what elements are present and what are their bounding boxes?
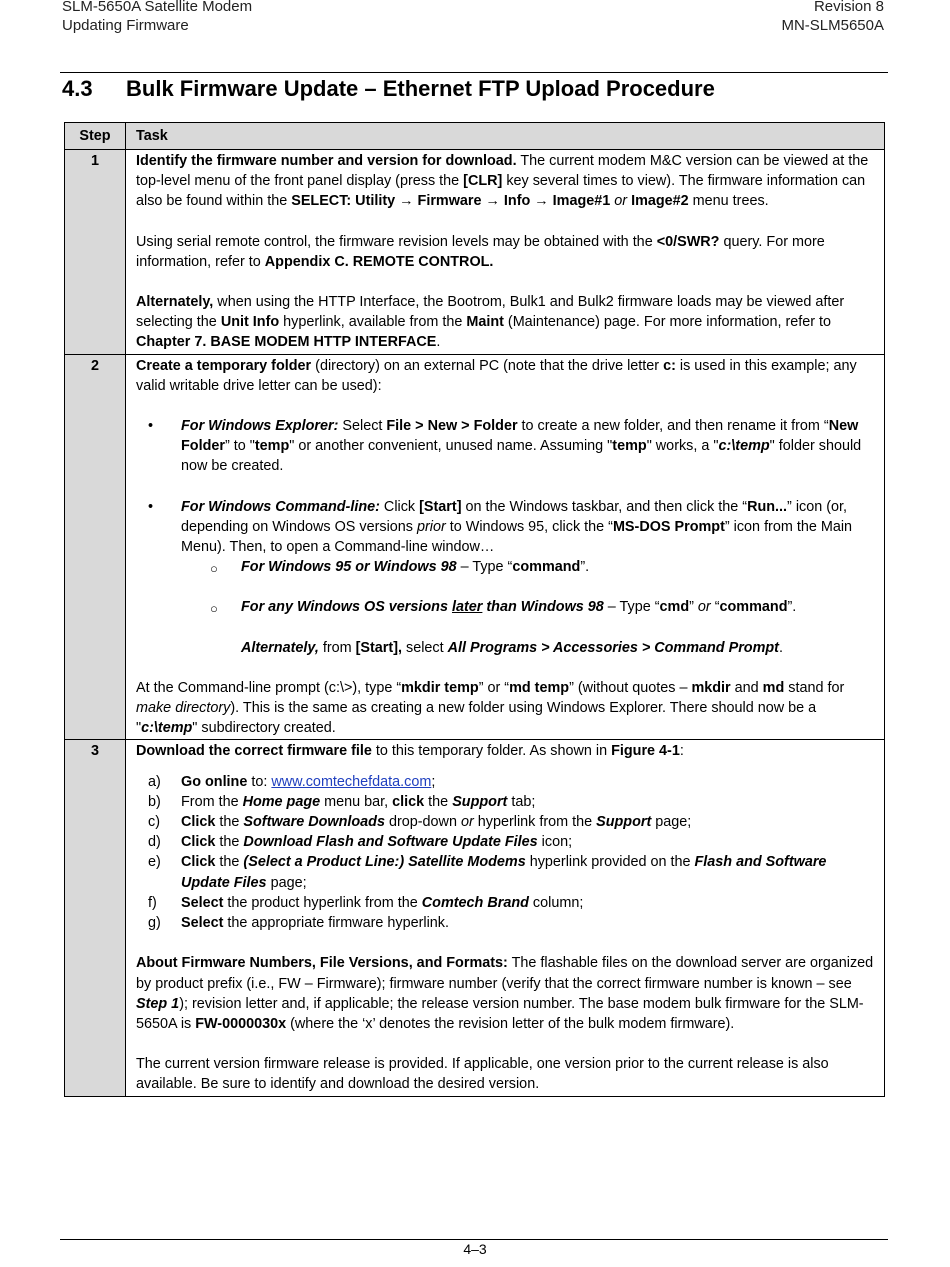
procedure-table	[64, 122, 885, 1097]
section-heading	[62, 76, 715, 102]
circle-bullet-icon: ○	[210, 601, 218, 617]
step-number: 2	[65, 354, 126, 740]
list-item: g) Select the appropriate firmware hyperlink.	[148, 915, 449, 932]
website-link[interactable]: www.comtechefdata.com	[271, 773, 432, 790]
step-task	[126, 740, 885, 1096]
footer-rule	[60, 1239, 888, 1240]
step-row-3	[65, 740, 885, 1096]
bullet-icon: •	[148, 418, 154, 435]
step-row-1	[65, 150, 885, 355]
paragraph: Create a temporary folder (directory) on an external PC (note that the drive letter c: is used in this example; any valid writable drive letter can be used):	[136, 357, 857, 394]
sub-list-item: ○ For any Windows OS versions later than Windows 98 – Type “cmd” or “command”.	[136, 597, 874, 617]
paragraph: The current version firmware release is provided. If applicable, one version prior to the current release is also available. Be sure to identify and download the desired version.	[136, 1056, 829, 1093]
manual-number: MN-SLM5650A	[781, 17, 884, 34]
paragraph: Alternately, from [Start], select All Programs > Accessories > Command Prompt.	[241, 639, 783, 656]
chapter-title: Updating Firmware	[62, 17, 189, 34]
paragraph: Download the correct firmware file to this temporary folder. As shown in Figure 4-1:	[136, 743, 684, 760]
list-item: • For Windows Command-line: Click [Start] on the Windows taskbar, and then click the “Run...” icon (or, depending on Windows OS versions prior to Windows 95, click the “MS-DOS Prompt” icon from the Main Menu). Then, to open a Command-line window…	[148, 498, 853, 556]
table-header-row	[65, 123, 885, 150]
section-number: 4.3	[62, 76, 93, 101]
col-header-step: Step	[65, 123, 126, 150]
list-item: d) Click the Download Flash and Software Update Files icon;	[148, 834, 573, 851]
paragraph: Using serial remote control, the firmware revision levels may be obtained with the <0/SWR? query. For more information, refer to Appendix C. REMOTE CONTROL.	[136, 233, 825, 270]
step-number: 1	[65, 150, 126, 355]
list-item: b) From the Home page menu bar, click the Support tab;	[148, 793, 536, 810]
paragraph: Identify the firmware number and version for download. The current modem M&C version can be viewed at the top-level menu of the front panel display (press the [CLR] key several times to view). The firmware information can also be found within the SELECT: Utility → Firmware → Info → Image#1 or Image#2 menu trees.	[136, 153, 869, 210]
step-task	[126, 150, 885, 355]
paragraph: At the Command-line prompt (c:\>), type “mkdir temp” or “md temp” (without quotes – mkdir and md stand for make directory). This is the same as creating a new folder using Windows Explorer. There should now be a "c:\temp" subdirectory created.	[136, 679, 845, 737]
step-number: 3	[65, 740, 126, 1096]
bullet-icon: •	[148, 498, 154, 515]
page-number: 4–3	[463, 1241, 487, 1257]
list-item: a) Go online to: www.comtechefdata.com;	[148, 773, 436, 790]
list-item: e) Click the (Select a Product Line:) Satellite Modems hyperlink provided on the Flash and Software Update Files page;	[148, 854, 827, 891]
list-item: c) Click the Software Downloads drop-down or hyperlink from the Support page;	[148, 814, 692, 831]
col-header-task: Task	[126, 123, 885, 150]
revision: Revision 8	[813, 0, 884, 15]
list-item: f) Select the product hyperlink from the Comtech Brand column;	[148, 894, 584, 911]
header-left	[62, 0, 252, 35]
step-row-2	[65, 354, 885, 740]
doc-title: SLM-5650A Satellite Modem	[62, 0, 253, 15]
circle-bullet-icon: ○	[210, 561, 218, 577]
sub-list-item: ○ For Windows 95 or Windows 98 – Type “command”.	[136, 557, 874, 577]
section-title: Bulk Firmware Update – Ethernet FTP Upload Procedure	[126, 76, 715, 101]
header-rule	[60, 72, 888, 73]
paragraph: Alternately, when using the HTTP Interface, the Bootrom, Bulk1 and Bulk2 firmware loads may be viewed after selecting the Unit Info hyperlink, available from the Maint (Maintenance) page. For more information, refer to Chapter 7. BASE MODEM HTTP INTERFACE.	[136, 294, 845, 351]
list-item: • For Windows Explorer: Select File > New > Folder to create a new folder, and then rename it from “New Folder” to "temp" or another convenient, unused name. Assuming "temp" works, a "c:\temp" folder should now be created.	[148, 418, 862, 475]
header-right	[781, 0, 884, 35]
paragraph: About Firmware Numbers, File Versions, and Formats: The flashable files on the download server are organized by product prefix (i.e., FW – Firmware); firmware number (verify that the correct firmware number is known – see Step 1); revision letter and, if applicable; the release version number. The base modem bulk firmware for the SLM-5650A is FW-0000030x (where the ‘x’ denotes the revision letter of the bulk modem firmware).	[136, 955, 874, 1032]
step-task	[126, 354, 885, 740]
